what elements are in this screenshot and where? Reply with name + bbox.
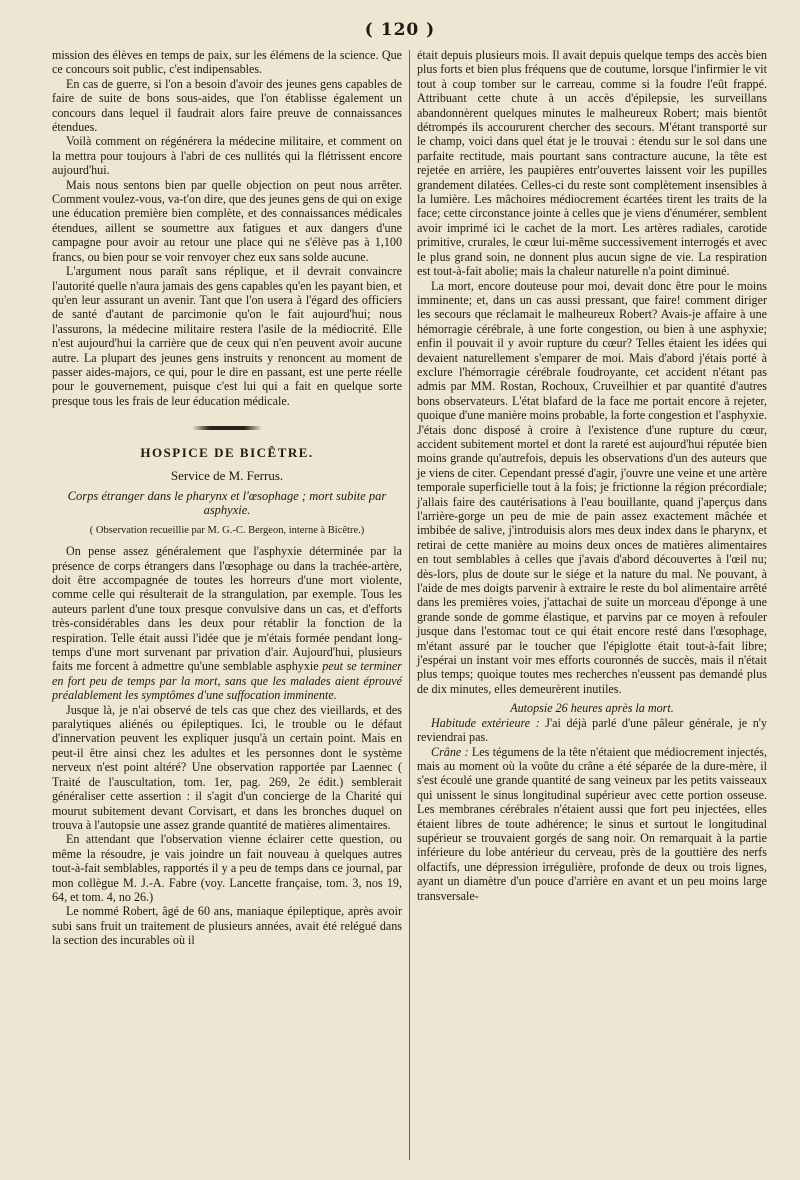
- case-title: Corps étranger dans le pharynx et l'œsophage ; mort subite par asphyxie.: [67, 488, 387, 518]
- paragraph-text: J'ai déjà parlé d'une pâleur générale, je n'y reviendrai pas.: [417, 715, 768, 745]
- page-number: ( 120 ): [364, 20, 436, 40]
- paragraph: [52, 544, 402, 702]
- paragraph: était depuis plusieurs mois. Il avait depuis quelque temps des accès bien plus forts et bien plus fréquens que de coutume, lorsque l'infirmier le vit tout à coup tomber sur le carreau, comme si la foudre l'eût frappé. Attribuant cette chute à un accès d'épilepsie, les surveillans abandonnèrent quelques minutes le malheureux Robert; mais bientôt détrompés ils accoururent chercher des secours. M'étant transporté sur le champ, voici dans quel état je le trouvai : étendu sur le sol dans une parfaite rectitude, mais pourtant sans contracture aucune, la tête est rejetée en arrière, les paupières entr'ouvertes laissent voir les pupilles grandement dilatées. Celles-ci du reste sont complètement insensibles à la lumière. Les mâchoires médiocrement écartées tirent les traits de la face; cette circonstance jointe à celles que je viens d'énumérer, semblent avoir imprimé ici le cachet de la mort. Les artères radiales, carotide primitive, crurales, le cœur lui-même successivement interrogés et avec le plus grand soin, ne donnent plus aucun signe de vie. La respiration est tout-à-fait abolie; mais la chaleur naturelle n'a point diminué.: [417, 48, 767, 279]
- paragraph-text: On pense assez généralement que l'asphyxie déterminée par la présence de corps étrangers dans l'œsophage ou dans la trachée-artère, doit être accompagnée de toutes les horreurs d'une mort violente, comme celle qui résulterait de la strangulation, par exemple. Tous les auteurs parlent d'une toux presque convulsive dans un cas, et d'efforts très-considérables dans les deux pour rétablir la fonction de la respiration. Telle était aussi l'idée que je m'étais formée pendant long-temps d'une mort survenant par privation d'air. Aujourd'hui, plusieurs faits me forcent à admettre qu'une semblable asphyxie: [52, 544, 402, 674]
- divider-ornament: [192, 426, 262, 430]
- paragraph: Jusque là, je n'ai observé de tels cas que chez des vieillards, et des paralytiques aliénés ou épileptiques. Ici, le trouble ou le défaut d'innervation peuvent les expliquer jusqu'à un certain point. Mais en peut-il être ainsi chez les adultes et les personnes dont le système nerveux n'est point altéré? Une observation rapportée par Laennec ( Traité de l'auscultation, tom. 1er, pag. 269, 2e édit.) semblerait généraliser cette assertion : il s'agit d'un concierge de la Charité qui mourut subitement devant Corvisart, et dans les bronches duquel on trouva à l'autopsie une assez grande quantité de matières alimentaires.: [52, 702, 402, 832]
- paragraph: Mais nous sentons bien par quelle objection on peut nous arrêter. Comment voulez-vous, va-t'on dire, que des jeunes gens de qui on exige une éducation première bien complète, et des connaissances médicales étendues, aillent se soumettre aux fatigues et aux dangers d'une campagne pour avoir au retour une place qui ne s'élève pas à 1,100 francs, ou bien pour se voir renvoyer chez eux sans solde aucune.: [52, 177, 402, 264]
- paragraph-label: Habitude extérieure :: [431, 715, 540, 730]
- paragraph-text: Les tégumens de la tête n'étaient que médiocrement injectés, mais au moment où la voûte du crâne a été séparée de la dure-mère, il s'est écoulé une grande quantité de sang veineux par les petits vaisseaux qui unissent le sinus longitudinal supérieur avec cette portion osseuse. Les membranes cérébrales n'étaient aussi que fort peu injectées, elles étaient libres de toute adhérence; le sinus et surtout le longitudinal supérieur se trouvaient gorgés de sang noir. On remarquait à la partie inférieure du lobe antérieur du cerveau, près de la gouttière des nerfs olfactifs, une dépression irrégulière, profonde de deux ou trois lignes, ayant un diamètre d'un pouce d'arrière en avant et un peu moins large transversale-: [417, 744, 767, 903]
- service-line: Service de M. Ferrus.: [170, 467, 284, 483]
- paragraph: En cas de guerre, si l'on a besoin d'avoir des jeunes gens capables de faire de suite de bons sous-aides, que l'on établisse également un concours dans lequel il faudrait alors faire preuve de connaissances étendues.: [52, 76, 402, 135]
- paragraph-label: Crâne :: [431, 744, 469, 759]
- paragraph: [417, 716, 767, 745]
- section-title: HOSPICE DE BICÊTRE.: [140, 445, 314, 461]
- observation-credit: ( Observation recueillie par M. G.-C. Bergeon, interne à Bicêtre.): [89, 524, 365, 536]
- paragraph: [417, 745, 767, 903]
- autopsy-heading: Autopsie 26 heures après la mort.: [510, 701, 674, 716]
- italic-phrase: peut se terminer en fort peu de temps par la mort, sans que les malades aient éprouvé préalablement les symptômes d'une suffocation imminente.: [52, 659, 402, 703]
- paragraph: En attendant que l'observation vienne éclairer cette question, ou même la résoudre, je vais joindre un fait nouveau à quelques autres tout-à-fait semblables, rapportés il y a peu de temps dans ce journal, par mon collègue M. J.-A. Fabre (voy. Lancette française, tom. 3, nos 19, 64, et tom. 4, no 26.): [52, 832, 402, 904]
- paragraph: L'argument nous paraît sans réplique, et il devrait convaincre l'autorité quelle n'aura jamais des gens capables qu'en les payant bien, et qu'en leur assurant un avenir. Tant que l'on usera à l'égard des officiers de santé d'autant de parcimonie qu'on le fait aujourd'hui; nous l'assurons, la médecine militaire restera l'asile de la médiocrité. Elle n'est aujourd'hui la carrière que de ceux qui n'en peuvent avoir aucune autre. La plupart des jeunes gens instruits y renoncent au moment de passer aides-majors, ce qui, pour le dire en passant, est une perte réelle pour le gouvernement, puisque c'est lui qui a fait en quelque sorte presque tous les frais de leur éducation médicale.: [52, 264, 402, 408]
- paragraph: mission des élèves en temps de paix, sur les élémens de la science. Que ce concours soit public, c'est indipensables.: [52, 48, 402, 77]
- paragraph: La mort, encore douteuse pour moi, devait donc être pour le moins imminente; et, dans un cas aussi pressant, que faire! comment diriger les secours que réclamait le malheureux Robert? Avais-je affaire à une hémorragie cérébrale, à une forte congestion, ou bien à une asphyxie; enfin il pouvait il y avoir rupture du cœur? Telles étaient les idées qui devaient naturellement s'emparer de moi. Mais d'abord j'étais porté à exclure l'hémorragie cérébrale foudroyante, cet accident n'étant pas admis par MM. Rostan, Rochoux, Cruveilhier et par quantité d'autres bons observateurs. L'état blafard de la face me portait encore à rejeter, quoique d'une manière moins probable, la forte congestion et l'asphyxie. J'étais donc disposé à croire à l'existence d'une rupture du cœur, accident subitement mortel et dont la rareté est aujourd'hui réputée bien moins grande qu'autrefois, depuis les observations d'un des auteurs que je viens de citer. Cependant pressé d'agir, j'ouvre une veine et une artère temporale superficielle tout à la fois; je frictionne la région précordiale; j'allais faire des cautérisations à l'eau bouillante, quand j'aperçus dans l'arrière-gorge un peu de mie de pain assez exactement mâchée et imbibée de salive, j'introduisis alors mes deux index dans le pharynx, et retirai de cette manière au moins deux onces de matières alimentaires en tout semblables à celles que j'avais d'abord découvertes à l'œil nu; dès-lors, plus de doute sur le siége et la nature du mal. Ne pouvant, à l'aide de mes doigts parvenir à extraire le reste du bol alimentaire arrêté dans les premières voies, j'attachai de suite un morceau d'éponge à une grande sonde de gomme élastique, et parvins par ce moyen à refouler jusque dans l'estomac tout ce qui était encore resté dans l'œsophage, m'étant assuré par le toucher que l'épiglotte était tout-à-fait libre; j'espérai un instant voir mes efforts couronnés de succès, mais il n'était plus temps; quoique toutes mes recherches n'eussent pas demandé plus de dix minutes, elles demeurèrent inutiles.: [417, 278, 767, 696]
- left-column: [52, 48, 402, 948]
- column-divider: [409, 50, 410, 1160]
- right-column: [417, 48, 767, 903]
- paragraph: Le nommé Robert, âgé de 60 ans, maniaque épileptique, après avoir subi sans fruit un traitement de plusieurs années, avait été relégué dans la section des incurables où il: [52, 904, 402, 948]
- paragraph: Voilà comment on régénérera la médecine militaire, et comment on la mettra pour toujours à l'abri de ces nullités qui la flétrissent encore aujourd'hui.: [52, 134, 402, 178]
